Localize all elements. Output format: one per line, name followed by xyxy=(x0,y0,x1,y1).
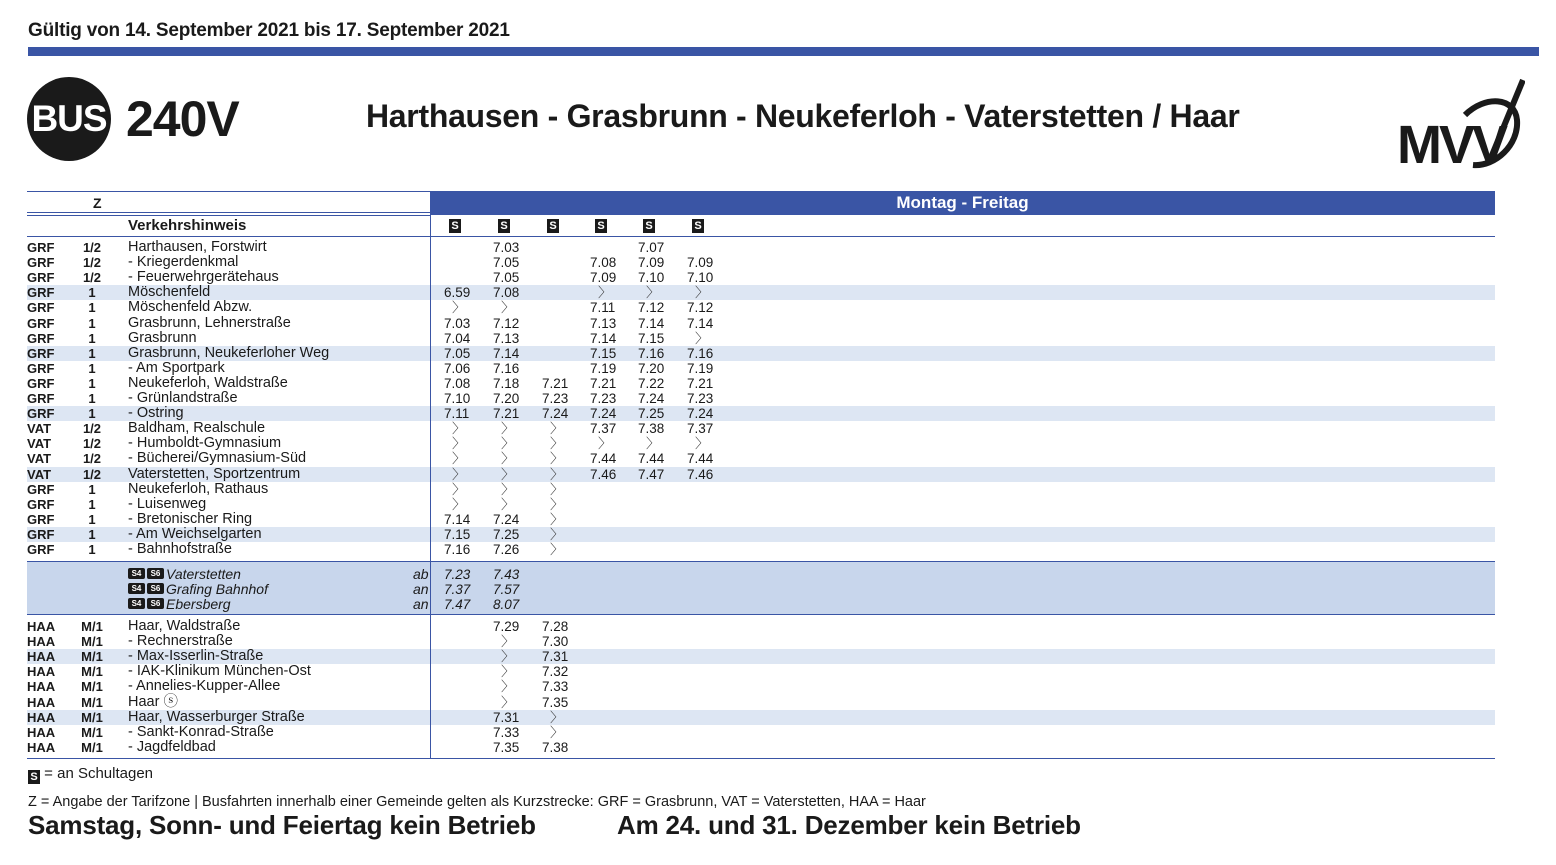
stop-name: Haar, Waldstraße xyxy=(128,618,241,634)
tariff-zone: 1 xyxy=(88,391,96,406)
sbahn-line-badge: S6 xyxy=(147,583,164,594)
zone-code: GRF xyxy=(27,406,55,422)
stop-name: - Kriegerdenkmal xyxy=(128,254,239,271)
departure-time: 7.44 xyxy=(638,451,665,467)
departure-time: 7.44 xyxy=(687,451,714,467)
zone-code: GRF xyxy=(27,300,55,316)
zone-code: GRF xyxy=(27,360,55,376)
departure-time: 7.12 xyxy=(687,300,714,316)
sbahn-time: 8.07 xyxy=(493,597,520,612)
departure-time: 7.23 xyxy=(542,391,569,406)
departure-time: 〉 xyxy=(501,694,515,710)
table-row xyxy=(27,346,1495,361)
table-row xyxy=(27,467,1495,482)
tariff-zone: 1 xyxy=(88,511,96,527)
table-row xyxy=(27,725,1495,740)
table-row xyxy=(27,679,1495,694)
zone-code: GRF xyxy=(27,375,55,391)
departure-time: 7.46 xyxy=(590,466,617,482)
mvv-logo-icon xyxy=(1395,75,1525,170)
departure-time: 7.25 xyxy=(638,406,665,422)
tariff-zone: M/1 xyxy=(81,664,103,680)
table-row xyxy=(27,710,1495,725)
zone-code: HAA xyxy=(27,634,56,650)
departure-time: 7.16 xyxy=(687,345,714,361)
departure-time: 7.37 xyxy=(687,421,714,437)
zone-code: VAT xyxy=(27,451,52,467)
departure-time: 〉 xyxy=(550,724,564,740)
departure-time: 7.21 xyxy=(493,406,520,422)
departure-time: 7.24 xyxy=(590,406,617,422)
departure-time: 7.05 xyxy=(444,345,471,361)
school-day-icon: S xyxy=(498,219,510,233)
tariff-zone: 1 xyxy=(88,315,96,331)
stop-name: Neukeferloh, Waldstraße xyxy=(128,374,288,391)
departure-time: 〉 xyxy=(550,466,564,482)
sbahn-time: 7.43 xyxy=(493,567,520,582)
stop-name: - Rechnerstraße xyxy=(128,633,233,650)
stop-name: - Am Sportpark xyxy=(128,359,225,376)
departure-time: 7.05 xyxy=(493,255,520,271)
table-row xyxy=(27,436,1495,451)
table-row xyxy=(27,497,1495,512)
stop-name: Grasbrunn xyxy=(128,329,197,346)
departure-time: 7.16 xyxy=(444,542,471,557)
table-bottom-line xyxy=(27,758,1495,759)
bus-badge: BUS xyxy=(27,77,111,161)
departure-time: 〉 xyxy=(695,330,709,346)
departure-time: 〉 xyxy=(452,451,466,467)
sbahn-direction: an xyxy=(413,581,429,597)
sbahn-line-badge: S4 xyxy=(128,568,145,579)
departure-time: 〉 xyxy=(501,664,515,680)
stop-name: - Am Weichselgarten xyxy=(128,525,262,542)
departure-time: 7.13 xyxy=(590,315,617,331)
stop-name: - Feuerwehrgerätehaus xyxy=(128,269,279,286)
zone-code: GRF xyxy=(27,542,55,557)
zone-code: GRF xyxy=(27,481,55,497)
departure-time: 7.31 xyxy=(542,649,569,665)
school-day-icon: S xyxy=(547,219,559,233)
departure-time: 〉 xyxy=(452,466,466,482)
departure-time: 7.28 xyxy=(542,619,569,634)
departure-time: 〉 xyxy=(452,481,466,497)
departure-time: 7.21 xyxy=(542,375,569,391)
zone-code: HAA xyxy=(27,664,56,680)
departure-time: 7.30 xyxy=(542,634,569,650)
departure-time: 7.46 xyxy=(687,466,714,482)
departure-time: 7.47 xyxy=(638,466,665,482)
table-row xyxy=(27,285,1495,300)
departure-time: 7.24 xyxy=(687,406,714,422)
zone-code: GRF xyxy=(27,496,55,512)
departure-time: 7.14 xyxy=(444,511,471,527)
zone-code: GRF xyxy=(27,285,55,301)
zone-code: HAA xyxy=(27,679,56,695)
departure-time: 〉 xyxy=(501,466,515,482)
tariff-zone: M/1 xyxy=(81,649,103,665)
departure-time: 〉 xyxy=(646,285,660,301)
departure-time: 7.10 xyxy=(444,391,471,406)
tariff-zone: 1 xyxy=(88,526,96,542)
school-day-icon: S xyxy=(449,219,461,233)
table-row xyxy=(27,361,1495,376)
departure-time: 7.15 xyxy=(444,526,471,542)
header-zone-cell xyxy=(27,191,430,213)
departure-time: 7.20 xyxy=(638,360,665,376)
zone-code: HAA xyxy=(27,649,56,665)
departure-time: 7.21 xyxy=(687,375,714,391)
route-title: Harthausen - Grasbrunn - Neukeferloh - Vaterstetten / Haar xyxy=(366,98,1240,134)
departure-time: 7.11 xyxy=(590,300,616,316)
zone-code: HAA xyxy=(27,739,56,755)
departure-time: 7.16 xyxy=(638,345,665,361)
departure-time: 〉 xyxy=(598,285,612,301)
zone-code: GRF xyxy=(27,391,55,406)
departure-time: 〉 xyxy=(501,436,515,452)
departure-time: 7.24 xyxy=(493,511,520,527)
zone-code: GRF xyxy=(27,315,55,331)
tariff-zone: 1/2 xyxy=(82,255,102,271)
header-divider xyxy=(27,236,1495,237)
zone-code: GRF xyxy=(27,270,55,286)
tariff-zone: 1 xyxy=(88,285,96,301)
tariff-zone: M/1 xyxy=(81,679,103,695)
tariff-zone: 1/2 xyxy=(82,270,102,286)
departure-time: 7.09 xyxy=(687,255,714,271)
departure-time: 〉 xyxy=(452,300,466,316)
table-row xyxy=(27,300,1495,315)
zone-code: GRF xyxy=(27,526,55,542)
sbahn-connections xyxy=(27,561,1495,615)
sbahn-row xyxy=(27,567,1495,582)
departure-time: 〉 xyxy=(598,436,612,452)
departure-time: 6.59 xyxy=(444,285,471,301)
zone-code: GRF xyxy=(27,330,55,346)
stop-name: - Sankt-Konrad-Straße xyxy=(128,723,274,740)
departure-time: 7.14 xyxy=(638,315,665,331)
tariff-zone: 1 xyxy=(88,330,96,346)
validity-text: Gültig von 14. September 2021 bis 17. September 2021 xyxy=(28,20,510,41)
stop-name: Möschenfeld xyxy=(128,284,211,301)
departure-time: 7.09 xyxy=(638,255,665,271)
departure-time: 7.44 xyxy=(590,451,617,467)
tariff-zone: 1/2 xyxy=(82,240,102,255)
stop-name: Baldham, Realschule xyxy=(128,420,266,437)
departure-time: 7.24 xyxy=(542,406,569,422)
sbahn-row xyxy=(27,597,1495,612)
table-row xyxy=(27,740,1495,755)
departure-time: 7.11 xyxy=(444,406,470,422)
legend-text: = an Schultagen xyxy=(44,765,154,782)
table-row xyxy=(27,451,1495,466)
departure-time: 7.37 xyxy=(590,421,617,437)
table-row xyxy=(27,421,1495,436)
departure-time: 〉 xyxy=(501,421,515,437)
tariff-zone: 1 xyxy=(88,542,96,557)
stop-name: - Max-Isserlin-Straße xyxy=(128,648,264,665)
sbahn-line-badge: S4 xyxy=(128,598,145,609)
departure-time: 7.21 xyxy=(590,375,617,391)
zone-code: GRF xyxy=(27,255,55,271)
departure-time: 〉 xyxy=(501,481,515,497)
departure-time: 7.33 xyxy=(493,724,520,740)
departure-time: 7.35 xyxy=(542,694,569,710)
departure-time: 7.13 xyxy=(493,330,520,346)
zone-code: VAT xyxy=(27,466,52,482)
departure-time: 〉 xyxy=(550,451,564,467)
departure-time: 〉 xyxy=(501,634,515,650)
departure-time: 7.19 xyxy=(687,360,714,376)
tariff-zone: 1/2 xyxy=(82,421,102,437)
sbahn-line-badge: S4 xyxy=(128,583,145,594)
departure-time: 〉 xyxy=(646,436,660,452)
header-zone-label: Z xyxy=(93,195,102,211)
departure-time: 7.09 xyxy=(590,270,617,286)
tariff-zone: M/1 xyxy=(81,709,103,725)
departure-time: 〉 xyxy=(501,679,515,695)
departure-time: 〉 xyxy=(550,496,564,512)
departure-time: 7.08 xyxy=(590,255,617,271)
tariff-zone: 1/2 xyxy=(82,451,102,467)
school-day-icon: S xyxy=(28,770,40,784)
school-day-icon: S xyxy=(595,219,607,233)
table-row xyxy=(27,255,1495,270)
tariff-zone: 1 xyxy=(88,360,96,376)
table-row xyxy=(27,542,1495,557)
departure-time: 7.32 xyxy=(542,664,569,680)
departure-time: 7.04 xyxy=(444,330,471,346)
sbahn-direction: an xyxy=(413,596,429,612)
departure-time: 7.14 xyxy=(687,315,714,331)
table-row xyxy=(27,664,1495,679)
table-row xyxy=(27,406,1495,421)
departure-time: 7.10 xyxy=(687,270,714,286)
table-row xyxy=(27,482,1495,497)
departure-time: 7.08 xyxy=(493,285,520,301)
no-service-holiday: Am 24. und 31. Dezember kein Betrieb xyxy=(617,810,1081,840)
table-row xyxy=(27,376,1495,391)
stop-name: - Bücherei/Gymnasium-Süd xyxy=(128,450,307,467)
sbahn-line-badge: S6 xyxy=(147,598,164,609)
school-day-icon: S xyxy=(692,219,704,233)
school-day-icon: S xyxy=(643,219,655,233)
header-days: Montag - Freitag xyxy=(430,191,1495,215)
departure-time: 7.38 xyxy=(542,739,569,755)
tariff-zone: M/1 xyxy=(81,724,103,740)
stop-name: - Jagdfeldbad xyxy=(128,738,216,755)
tariff-zone: M/1 xyxy=(81,619,103,634)
departure-time: 7.05 xyxy=(493,270,520,286)
header-note-label: Verkehrshinweis xyxy=(128,217,247,234)
tariff-zone: 1 xyxy=(88,496,96,512)
departure-time: 〉 xyxy=(550,481,564,497)
line-number: 240V xyxy=(126,91,239,147)
departure-time: 7.23 xyxy=(590,391,617,406)
departure-time: 7.22 xyxy=(638,375,665,391)
zone-code: VAT xyxy=(27,421,52,437)
zone-note: Z = Angabe der Tarifzone | Busfahrten innerhalb einer Gemeinde gelten als Kurzstrecke: GRF = Grasbrunn, VAT = Vaterstetten, HAA = Haar xyxy=(28,794,926,810)
sbahn-station: Vaterstetten xyxy=(166,566,241,582)
departure-time: 7.24 xyxy=(638,391,665,406)
table-row xyxy=(27,527,1495,542)
tariff-zone: 1 xyxy=(88,300,96,316)
departure-time: 7.14 xyxy=(590,330,617,346)
departure-time: 7.08 xyxy=(444,375,471,391)
departure-time: 〉 xyxy=(550,436,564,452)
header-divider-2 xyxy=(27,215,430,216)
stop-name: - Bretonischer Ring xyxy=(128,510,253,527)
table-row xyxy=(27,331,1495,346)
departure-time: 〉 xyxy=(501,496,515,512)
sbahn-station: Ebersberg xyxy=(166,596,231,612)
zone-code: GRF xyxy=(27,240,55,255)
departure-time: 〉 xyxy=(501,649,515,665)
stop-name: - Bahnhofstraße xyxy=(128,541,232,557)
stop-name: - Grünlandstraße xyxy=(128,390,238,406)
departure-time: 〉 xyxy=(452,496,466,512)
table-row xyxy=(27,512,1495,527)
stop-name: - Humboldt-Gymnasium xyxy=(128,435,282,452)
legend xyxy=(28,765,153,784)
departure-time: 7.15 xyxy=(638,330,665,346)
table-row xyxy=(27,634,1495,649)
departure-time: 〉 xyxy=(452,421,466,437)
departure-time: 7.14 xyxy=(493,345,520,361)
departure-time: 7.12 xyxy=(638,300,665,316)
departure-time: 7.38 xyxy=(638,421,665,437)
departure-time: 7.25 xyxy=(493,526,520,542)
departure-time: 7.16 xyxy=(493,360,520,376)
departure-time: 7.35 xyxy=(493,739,520,755)
tariff-zone: 1 xyxy=(88,481,96,497)
column-divider xyxy=(430,191,431,758)
zone-code: HAA xyxy=(27,694,56,710)
departure-time: 〉 xyxy=(550,511,564,527)
table-row xyxy=(27,240,1495,255)
departure-time: 7.03 xyxy=(493,240,520,255)
stop-name: Vaterstetten, Sportzentrum xyxy=(128,465,301,482)
table-row xyxy=(27,270,1495,285)
departure-time: 〉 xyxy=(550,542,564,557)
stop-name: Neukeferloh, Rathaus xyxy=(128,480,269,497)
departure-time: 7.31 xyxy=(493,709,520,725)
departure-time: 7.26 xyxy=(493,542,520,557)
stop-name: Harthausen, Forstwirt xyxy=(128,239,267,255)
departure-time: 〉 xyxy=(452,436,466,452)
top-bar xyxy=(28,47,1539,56)
departure-time: 7.18 xyxy=(493,375,520,391)
departure-time: 7.33 xyxy=(542,679,569,695)
departure-time: 〉 xyxy=(501,300,515,316)
stop-name: Grasbrunn, Lehnerstraße xyxy=(128,314,291,331)
table-row xyxy=(27,391,1495,406)
table-row xyxy=(27,695,1495,710)
departure-time: 7.06 xyxy=(444,360,471,376)
departure-time: 7.23 xyxy=(687,391,714,406)
zone-code: HAA xyxy=(27,709,56,725)
tariff-zone: M/1 xyxy=(81,634,103,650)
departure-time: 〉 xyxy=(550,526,564,542)
tariff-zone: 1 xyxy=(88,345,96,361)
stop-name: - IAK-Klinikum München-Ost xyxy=(128,663,311,680)
sbahn-time: 7.57 xyxy=(493,582,520,597)
tariff-zone: 1/2 xyxy=(82,436,102,452)
tariff-zone: 1 xyxy=(88,375,96,391)
departure-time: 7.12 xyxy=(493,315,520,331)
sbahn-row xyxy=(27,582,1495,597)
table-row xyxy=(27,316,1495,331)
table-row xyxy=(27,649,1495,664)
stop-name: - Annelies-Kupper-Allee xyxy=(128,678,281,695)
departure-time: 〉 xyxy=(695,436,709,452)
sbahn-time: 7.37 xyxy=(444,582,471,597)
no-service-weekend: Samstag, Sonn- und Feiertag kein Betrieb xyxy=(28,810,536,840)
tariff-zone: M/1 xyxy=(81,694,103,710)
table-row xyxy=(27,619,1495,634)
stop-name: Haar ⓢ xyxy=(128,693,178,710)
zone-code: VAT xyxy=(27,436,52,452)
stop-name: - Ostring xyxy=(128,405,184,422)
tariff-zone: M/1 xyxy=(81,739,103,755)
sbahn-time: 7.47 xyxy=(444,597,471,612)
departure-time: 7.15 xyxy=(590,345,617,361)
departure-time: 7.03 xyxy=(444,315,471,331)
sbahn-time: 7.23 xyxy=(444,567,471,582)
departure-time: 〉 xyxy=(695,285,709,301)
zone-code: HAA xyxy=(27,619,56,634)
sbahn-direction: ab xyxy=(413,566,429,582)
zone-code: GRF xyxy=(27,511,55,527)
departure-time: 7.19 xyxy=(590,360,617,376)
zone-code: GRF xyxy=(27,345,55,361)
departure-time: 〉 xyxy=(550,709,564,725)
mvv-logo-text: MVV xyxy=(1397,115,1506,170)
tariff-zone: 1/2 xyxy=(82,466,102,482)
departure-time: 7.20 xyxy=(493,391,520,406)
sbahn-station: Grafing Bahnhof xyxy=(166,581,268,597)
departure-time: 7.29 xyxy=(493,619,520,634)
departure-time: 7.10 xyxy=(638,270,665,286)
sbahn-line-badge: S6 xyxy=(147,568,164,579)
departure-time: 7.07 xyxy=(638,240,665,255)
stop-name: - Luisenweg xyxy=(128,495,207,512)
tariff-zone: 1 xyxy=(88,406,96,422)
stop-name: Haar, Wasserburger Straße xyxy=(128,708,305,725)
stop-name: Möschenfeld Abzw. xyxy=(128,299,253,316)
departure-time: 〉 xyxy=(501,451,515,467)
stop-name: Grasbrunn, Neukeferloher Weg xyxy=(128,344,330,361)
departure-time: 〉 xyxy=(550,421,564,437)
zone-code: HAA xyxy=(27,724,56,740)
